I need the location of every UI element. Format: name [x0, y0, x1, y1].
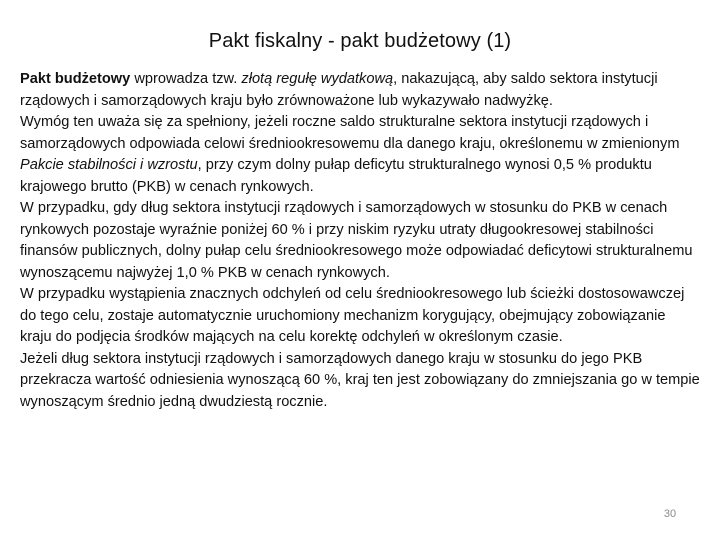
- paragraph-correction-mechanism: W przypadku wystąpienia znacznych odchyleń od celu średniookresowego lub ścieżki dostosowawczej do tego celu, zostaje automatycznie uruchomiony mechanizm korygujący, obejmujący zobowiązanie kraju do podjęcia środków mających na celu korektę odchyleń w określonym czasie.: [20, 286, 685, 345]
- paragraph-golden-rule: [20, 69, 700, 112]
- paragraph-text: , nakazującą, aby saldo sektora instytucji rządowych i samorządowych kraju było zrównoważone lub wykazywało nadwyżkę.: [20, 71, 658, 109]
- pakt-budzetowy-term: Pakt budżetowy: [20, 71, 131, 87]
- paragraph-text: , przy czym dolny pułap deficytu strukturalnego wynosi 0,5 % produktu krajowego brutto (PKB) w cenach rynkowych.: [20, 157, 652, 195]
- paragraph-structural-balance: [20, 112, 700, 198]
- zlota-regula-term: złotą regułę wydatkową: [241, 71, 394, 87]
- paragraph-text: wprowadza tzw.: [130, 71, 242, 87]
- pakt-stabilnosci-term: Pakcie stabilności i wzrostu: [20, 157, 198, 173]
- paragraph-debt-below-60: W przypadku, gdy dług sektora instytucji rządowych i samorządowych w stosunku do PKB w cenach rynkowych pozostaje wyraźnie poniżej 60 % i przy niskim ryzyku utraty długookresowej stabilności finansów publicznych, dolny pułap celu średniookresowego może odpowiadać deficytowi strukturalnemu wynoszącemu najwyżej 1,0 % PKB w cenach rynkowych.: [20, 200, 693, 281]
- paragraph-text: Wymóg ten uważa się za spełniony, jeżeli roczne saldo strukturalne sektora instytucji rządowych i samorządowych odpowiada celowi średniookresowemu dla danego kraju, określonemu w zmienionym: [20, 114, 680, 152]
- slide-body: [20, 69, 700, 413]
- page-number: 30: [663, 508, 677, 520]
- slide-title: Pakt fiskalny - pakt budżetowy (1): [208, 30, 512, 52]
- paragraph-debt-reduction: Jeżeli dług sektora instytucji rządowych i samorządowych danego kraju w stosunku do jego PKB przekracza wartość odniesienia wynoszącą 60 %, kraj ten jest zobowiązany do zmniejszania go w tempie wynoszącym średnio jedną dwudziestą rocznie.: [20, 350, 700, 410]
